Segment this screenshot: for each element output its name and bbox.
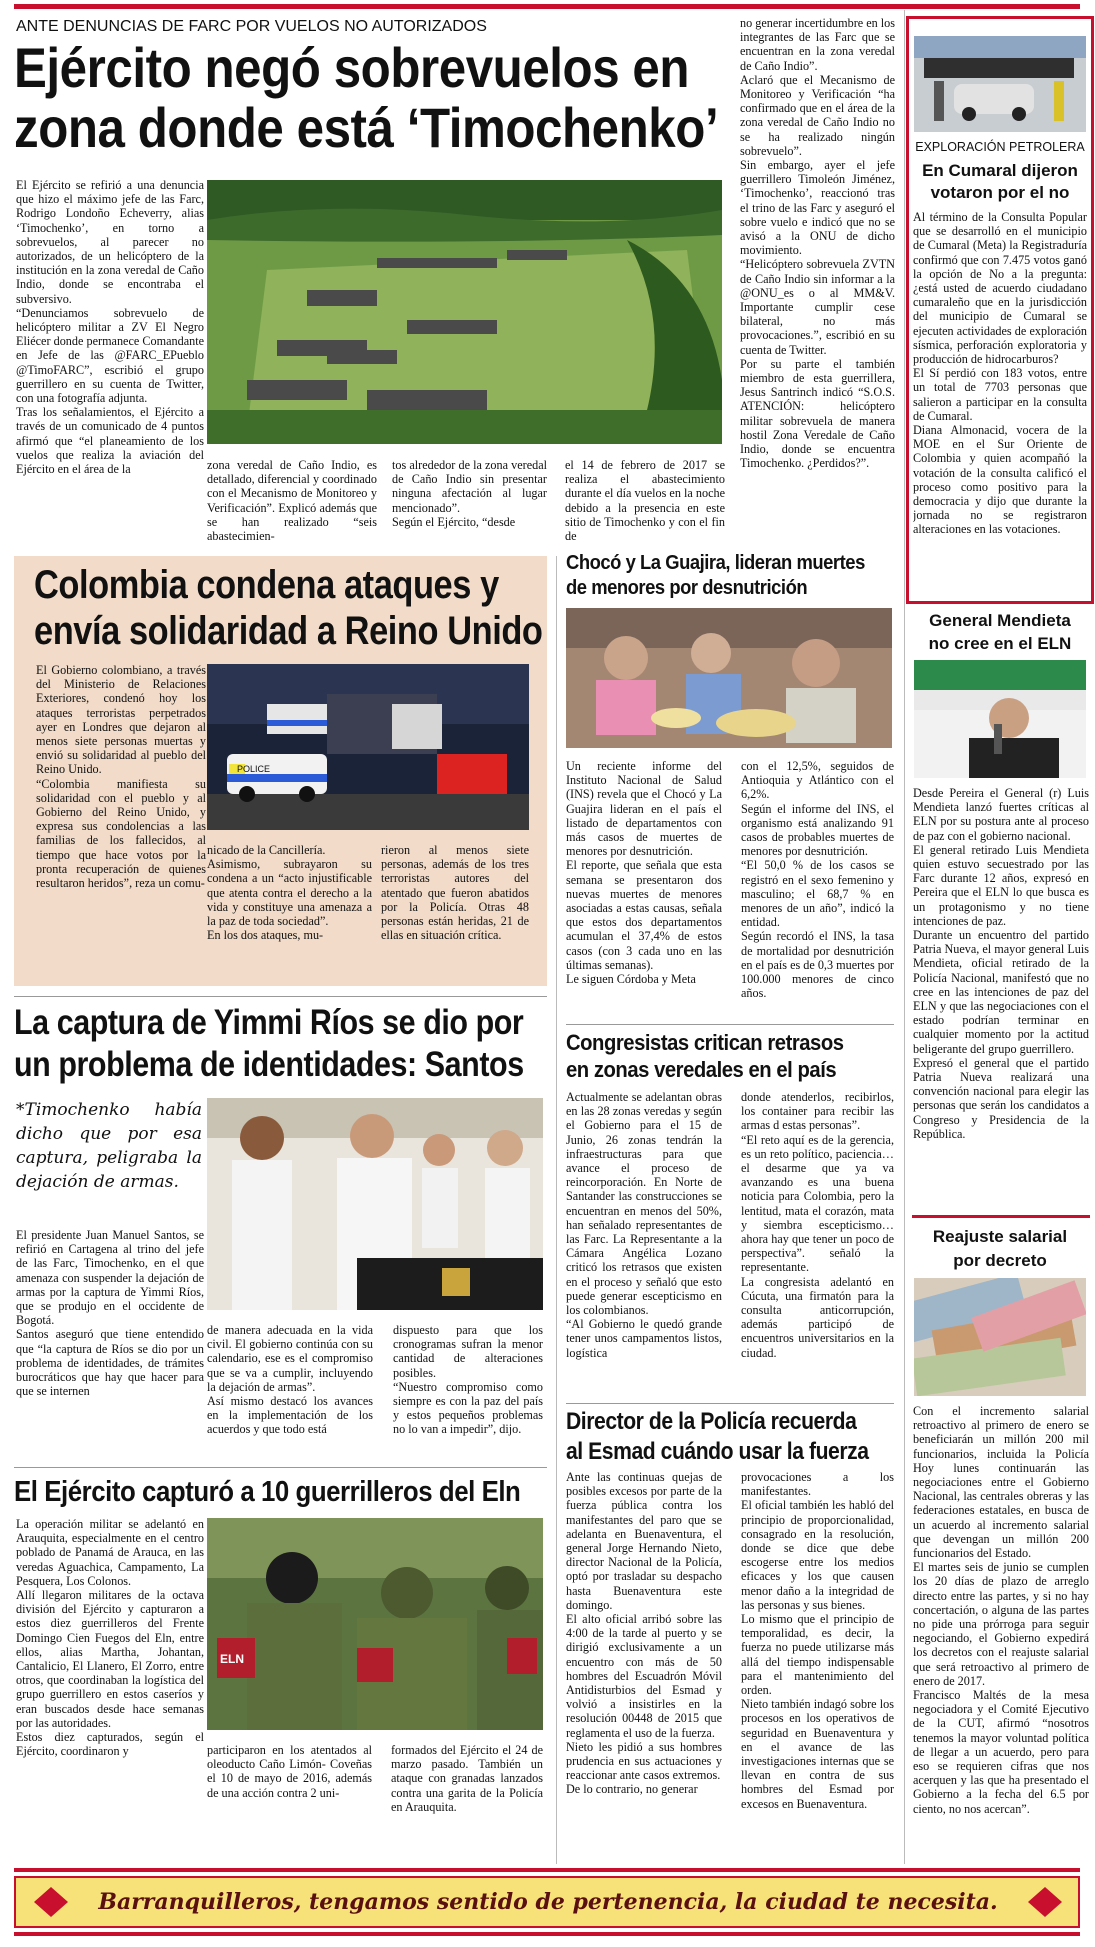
a6-rule bbox=[14, 1467, 547, 1468]
a4-col2: de manera adecuada en la vida civil. El gobierno continúa con su calendario, ese es el compromiso que se va a cumplir, incluyendo la dejación de armas”. Así mismo destacó los avances en la implementación de los acuerdos y que todo está bbox=[207, 1323, 373, 1437]
a6-col2: participaron en los atentados al oleoducto Caño Limón- Coveñas el 10 de mayo de 2016, además de una acción contra 2 uni- bbox=[207, 1743, 372, 1800]
s2-title-line1: General Mendieta bbox=[929, 611, 1071, 630]
a3-title-line2: de menores por desnutrición bbox=[566, 577, 808, 599]
a4-col3: dispuesto para que los cronogramas sufran la menor cantidad de alteraciones posibles. “Nuestro compromiso como siempre es con la paz del país y estos pequeños problemas no lo van a impedir”, dijo. bbox=[393, 1323, 543, 1437]
a1-col3: tos alrededor de la zona veredal de Caño Indio sin presentar ninguna afectación al lugar mencionado”. Según el Ejército, “desde bbox=[392, 458, 547, 529]
a7-rule bbox=[566, 1403, 894, 1404]
a6-col1: La operación militar se adelantó en Arauquita, especialmente en el centro poblado de Panamá de Arauca, en las veredas Aguachica, Campamento, La Pesquera, Los Colonos. Allí llegaron militares de la octava división del Ejército y capturaron a estos diez guerrilleros del Frente Domingo Cien Fuegos del Eln, entre ellos, alias Martha, Johantan, Cantalicio, El Llanero, El Zorro, entre otros, que coordinaban la logística del grupo guerrillero en estos caseríos y eran buscados desde hace semanas por las autoridades. Estos diez capturados, según el Ejército, coordinaron y bbox=[16, 1517, 204, 1759]
a7-col1: Ante las continuas quejas de posibles excesos por parte de la fuerza pública contra los manifestantes del paro que se adelanta en Buenaventura, el general Jorge Hernando Nieto, director Nacional de la Policía, optó por trasladar su despacho hasta Buenaventura este domingo. El alto oficial arribó sobre las 4:00 de la tarde al puerto y se dirigió exclusivamente a un encuentro con más de 50 hombres del Escuadrón Móvil Antidisturbios del Esmad y volvió a insistirles en la resolución 00448 de 2015 que reglamenta el uso de la fuerza. Nieto les pidió a sus hombres prudencia en sus actuaciones y reaccionar ante casos extremos. De lo contrario, no generar bbox=[566, 1470, 722, 1797]
a1-col1: El Ejército se refirió a una denuncia que hizo el máximo jefe de las Farc, Rodrigo Londoño Echeverry, alias ‘Timochenko’, en torno a sobrevuelos, al parecer no autorizados, de un helicóptero de la institución en la zona veredal de Caño Indio, donde se encontraba el subversivo. “Denunciamos sobrevuelo de helicóptero militar a ZV El Negro Eliécer donde permanece Comandante en Jefe de las @FARC_EPueblo @TimoFARC”, escribió el grupo guerrillero en su cuenta de Twitter, con una fotografía adjunta. Tras los señalamientos, el Ejército a través de un comunicado de 4 puntos afirmó que “el planeamiento de los vuelos que realiza la aviación del Ejército en el área de la bbox=[16, 178, 204, 477]
a1-col4: el 14 de febrero de 2017 se realiza el abastecimiento durante el día vuelos en la noche debido a la presencia en este sitio de Timochenko y con el fin de bbox=[565, 458, 725, 544]
s2-photo-mendieta bbox=[914, 660, 1086, 778]
a1-kicker: ANTE DENUNCIAS DE FARC POR VUELOS NO AUTORIZADOS bbox=[16, 18, 487, 35]
a2-title-line2: envía solidaridad a Reino Unido bbox=[34, 609, 543, 653]
a2-col2: nicado de la Cancillería. Asimismo, subrayaron su condena a un “acto injustificable que atenta contra el derecho a la vida y constituye una amenaza a la paz de toda sociedad”. En los dos ataques, mu- bbox=[207, 843, 372, 943]
s2-body: Desde Pereira el General (r) Luis Mendieta lanzó fuertes críticas al ELN por su postura ante al proceso de paz con el gobierno nacional. El general retirado Luis Mendieta quien estuvo secuestrado por las Farc durante 12 años, expresó en Pereira que el ELN lo que busca es un protagonismo y no tiene intenciones de paz. Durante un encuentro del partido Patria Nueva, el mayor general Luis Mendieta, oficial retirado de la Policía Nacional, manifestó que no cree en las intenciones de paz del ELN y que las negociaciones con el estado podrían terminar en cualquier momento por la actitud beligerante del grupo guerrillero. Expresó el general que el partido Patria Nueva realizará una convención nacional para elegir las personas que serán los candidatos a Congreso y Presidencia de la República. bbox=[913, 786, 1089, 1141]
s1-body: Al término de la Consulta Popular que se desarrolló en el municipio de Cumaral (Meta) la Registraduría confirmó que con 7.475 votos ganó la opción de No a la pregunta: ¿está usted de acuerdo ciudadano cumaraleño que en la jurisdicción del municipio de Cumaral se ejecuten actividades de exploración sísmica, perforación exploratoria y producción de hidrocarburos? El Sí perdió con 183 votos, entre un total de 7703 personas que salieron a participar en la consulta de Cumaral. Diana Almonacid, vocera de la MOE en el Sur Oriente de Colombia y quien acompañó la votación de la consulta calificó el proceso como positivo para la democracia y dijo que durante la jornada no se registraron alteraciones en las votaciones. bbox=[913, 210, 1087, 537]
s3-title-line2: por decreto bbox=[953, 1251, 1047, 1270]
a4-rule bbox=[14, 996, 547, 997]
s1-title-line1: En Cumaral dijeron bbox=[922, 161, 1078, 180]
a2-col1: El Gobierno colombiano, a través del Ministerio de Relaciones Exteriores, condenó hoy los ataques terroristas perpetrados ayer en Londres que dejaron al menos siete personas muertas y envió su solidaridad al pueblo del Reino Unido. “Colombia manifiesta su solidaridad con el pueblo y al Gobierno del Reino Unido, y expresa sus condolencias a las familias de los fallecidos, al tiempo que hace votos por la pronta recuperación de quienes resultaron heridos”, reza un comu- bbox=[36, 663, 206, 891]
a2-photo-london-police bbox=[207, 664, 529, 830]
a4-title-line2: un problema de identidades: Santos bbox=[14, 1045, 524, 1084]
s3-rule bbox=[912, 1215, 1090, 1218]
s1-photo-cumaral bbox=[914, 36, 1086, 132]
column-divider bbox=[556, 556, 557, 1864]
s1-kicker: EXPLORACIÓN PETROLERA bbox=[915, 140, 1085, 154]
a5-col1: Actualmente se adelantan obras en las 28 zonas veredas y según el Gobierno para el 15 de Junio, 26 zonas tendrán la infraestructuras para que avance el proceso de reincorporación. En Norte de Santander las construcciones se encuentran en menos del 50%, han señalado representantes de las Farc. La Representante a la Cámara Angélica Lozano criticó los retrasos que existen en el proceso y señaló que esto puede generar escepticismo en los colombianos. “Al Gobierno le quedó grande tener unos campamentos listos, logística bbox=[566, 1090, 722, 1360]
banner-text: Barranquilleros, tengamos sentido de pertenencia, la ciudad te necesita. bbox=[98, 1889, 998, 1915]
a6-title: El Ejército capturó a 10 guerrilleros del Eln bbox=[14, 1476, 521, 1508]
a6-photo-guerrillas bbox=[207, 1518, 543, 1730]
a1-photo-campsite bbox=[207, 180, 722, 444]
a4-col1: El presidente Juan Manuel Santos, se refirió en Cartagena al trino del jefe de las Farc, Timochenko, en el que amenaza con suspender la dejación de armas por la captura de Yimmi Ríos, que se produjo en el occidente de Bogotá. Santos aseguró que tiene entendido que “la captura de Ríos se dio por un problema de identidades, de trámites burocráticos que hay que hacer para que se internen bbox=[16, 1228, 204, 1399]
a1-col5: no generar incertidumbre en los integrantes de las Farc que se encuentran en la zona veredal de Caño Indio”. Aclaró que el Mecanismo de Monitoreo y Verificación “ha confirmado que en el área de la zona veredal de Caño Indio no se ha realizado ningún sobrevuelo”. Sin embargo, ayer el jefe guerrillero Timoleón Jiménez, ‘Timochenko’, reaccionó tras el trino de las Farc y aseguró el sobre vuelo e indicó que no se avisó a la ONU de dicho movimiento. “Helicóptero sobrevuela ZVTN de Caño Indio sin informar a la @ONU_es o al MM&V. Importante cumplir cese bilateral, no más provocaciones.”, escribió en su cuenta de Twitter. Por su parte el también miembro de esta guerrillera, Jesus Santrinch indicó “S.O.S. ATENCIÓN: helicóptero militar sobrevuela de manera hostil Zona Veredale de Caño Indio, donde se encuentra Timochenko. ¿Perdidos?”. bbox=[740, 16, 895, 471]
a4-photo-santos bbox=[207, 1098, 543, 1310]
eln-armband-text: ELN bbox=[220, 1652, 244, 1666]
banner-rule-top bbox=[14, 1868, 1080, 1872]
a7-title-line1: Director de la Policía recuerda bbox=[566, 1408, 857, 1435]
a2-col3: rieron al menos siete personas, además de los tres terroristas autores del atentado que fueron abatidos por la Policía. Otras 48 personas están heridas, 21 de ellas en situación crítica. bbox=[381, 843, 529, 943]
police-text: POLICE bbox=[237, 764, 271, 774]
a3-photo-children bbox=[566, 608, 892, 748]
a7-title-line2: al Esmad cuándo usar la fuerza bbox=[566, 1438, 869, 1465]
diamond-icon bbox=[34, 1887, 68, 1917]
a1-title-line1: Ejército negó sobrevuelos en bbox=[14, 36, 690, 99]
a5-col2: donde atenderlos, recibirlos, los container para recibir las armas d estas personas”. “El reto aquí es de la gerencia, es un reto político, paciencia… el desarme que ya va avanzando es una buena noticia para Colombia, pero la lentitud, mata el corazón, mata y siembra escepticismo… ahora hay que tener un poco de perspectiva”. señaló la representante. La congresista adelantó en Cúcuta, una firmatón para la consulta anticorrupción, además participó de encuentros universitarios en la ciudad. bbox=[741, 1090, 894, 1360]
a7-col2: provocaciones a los manifestantes. El oficial también les habló del principio de proporcionalidad, consagrado en la resolución, donde se dice que debe escogerse entre los medios eficaces y los que causen menor daño a la integridad de las personas y sus bienes. Lo mismo que el principio de temporalidad, es decir, la fuerza no puede utilizarse más allá del tiempo indispensable para el mantenimiento del orden. Nieto también indagó sobre los procesos en los operativos de seguridad en Buenaventura y en el avance de las investigaciones internas que se llevan en contra de sus hombres del Esmad por excesos en Buenaventura. bbox=[741, 1470, 894, 1811]
s3-photo-banknotes bbox=[914, 1278, 1086, 1396]
banner-rule-bottom bbox=[14, 1932, 1080, 1936]
a2-title-line1: Colombia condena ataques y bbox=[34, 563, 499, 607]
a1-title-line2: zona donde está ‘Timochenko’ bbox=[14, 96, 719, 159]
s2-title-line2: no cree en el ELN bbox=[928, 634, 1072, 653]
s3-title-line1: Reajuste salarial bbox=[932, 1227, 1068, 1246]
diamond-icon bbox=[1028, 1887, 1062, 1917]
bottom-banner bbox=[14, 1876, 1080, 1928]
a5-title-line2: en zonas veredales en el país bbox=[566, 1057, 837, 1082]
a3-title-line1: Chocó y La Guajira, lideran muertes bbox=[566, 552, 865, 574]
a5-rule bbox=[566, 1024, 894, 1025]
a4-pull-quote: *Timochenko había dicho que por esa captura, peligraba la dejación de armas. bbox=[16, 1100, 202, 1192]
column-divider bbox=[904, 10, 905, 1864]
a1-col2: zona veredal de Caño Indio, es detallado, diferencial y coordinado con el Mecanismo de Monitoreo y Verificación”. Explicó además que se han realizado “seis abastecimien- bbox=[207, 458, 377, 544]
a5-title-line1: Congresistas critican retrasos bbox=[566, 1030, 844, 1055]
a4-title-line1: La captura de Yimmi Ríos se dio por bbox=[14, 1003, 524, 1042]
a3-col1: Un reciente informe del Instituto Nacional de Salud (INS) revela que el Chocó y La Guajira lideran en el país el listado de departamentos con más casos de muertes de menores por desnutrición. El reporte, que señala que esta semana se presentaron dos nuevas muertes de menores asociadas a estas causas, señala que estos dos departamentos acumulan el 37,4% de estos casos (con 3 cada uno en las últimas semanas). Le siguen Córdoba y Meta bbox=[566, 759, 722, 987]
a6-col3: formados del Ejército el 24 de marzo pasado. También un ataque con granadas lanzados contra una garita de la Policía en Arauquita. bbox=[391, 1743, 543, 1814]
s1-title-line2: votaron por el no bbox=[930, 183, 1070, 202]
a3-col2: con el 12,5%, seguidos de Antioquia y Atlántico con el 6,2%. Según el informe del INS, el organismo está analizando 91 casos de probables muertes de menores por desnutrición. “El 50,0 % de los casos se registró en el sexo femenino y masculino; el 68,7 % en menores de un año”, indicó la entidad. Según recordó el INS, la tasa de mortalidad por desnutrición en el país es de 0,3 muertes por 100.000 menores de cinco años. bbox=[741, 759, 894, 1001]
top-rule bbox=[14, 4, 1080, 9]
s3-body: Con el incremento salarial retroactivo al primero de enero se beneficiarán un millón 200 mil funcionarios, incluida la Policía Hoy lunes continuarán las negociaciones entre el Gobierno Nacional, las centrales obreras y las federaciones estatales, en busca de un acuerdo al incremento salarial que devengan un millón 200 funcionarios del Estado. El martes seis de junio se cumplen los 20 días de plazo de arreglo directo entre las partes, y si no hay concertación, o alguna de las partes no pide una prórroga para seguir negociando, el Gobierno expedirá los decretos con el reajuste salarial que será retroactivo al primero de enero de 2017. Francisco Maltés de la mesa negociadora y el Comité Ejecutivo de la CUT, afirmó “nosotros tenemos la mayor voluntad política de llegar a un acuerdo, pero para eso se requieren cifras que nos acerquen y las que ha presentado el Gobierno a la fecha del 6.5 por ciento, no nos acercan”. bbox=[913, 1404, 1089, 1816]
